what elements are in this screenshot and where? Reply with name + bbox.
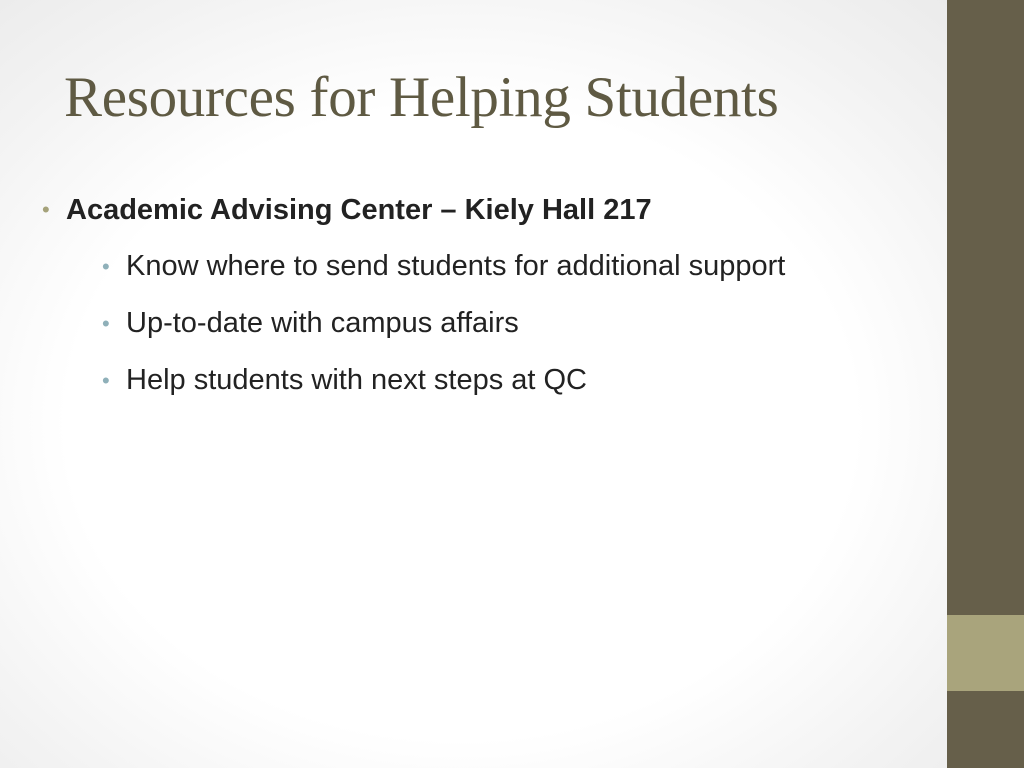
- sub-bullet-text: Help students with next steps at QC: [126, 364, 587, 396]
- bullet-list: [40, 186, 945, 409]
- sub-bullet-item: [66, 295, 945, 352]
- sub-bullet-text: Up-to-date with campus affairs: [126, 307, 519, 339]
- slide-title: Resources for Helping Students: [64, 66, 779, 129]
- bullet-item: [40, 186, 945, 409]
- sub-bullet-dot-icon: •: [102, 368, 110, 393]
- sub-bullet-item: [66, 352, 945, 409]
- sub-bullet-dot-icon: •: [102, 311, 110, 336]
- sub-bullet-list: [66, 238, 945, 409]
- sidebar-accent-block: [947, 615, 1024, 691]
- sub-bullet-item: [66, 238, 945, 295]
- bullet-dot-icon: •: [42, 197, 50, 222]
- bullet-text: Academic Advising Center – Kiely Hall 217: [66, 194, 652, 226]
- sub-bullet-text: Know where to send students for additional support: [126, 250, 786, 282]
- sub-bullet-dot-icon: •: [102, 254, 110, 279]
